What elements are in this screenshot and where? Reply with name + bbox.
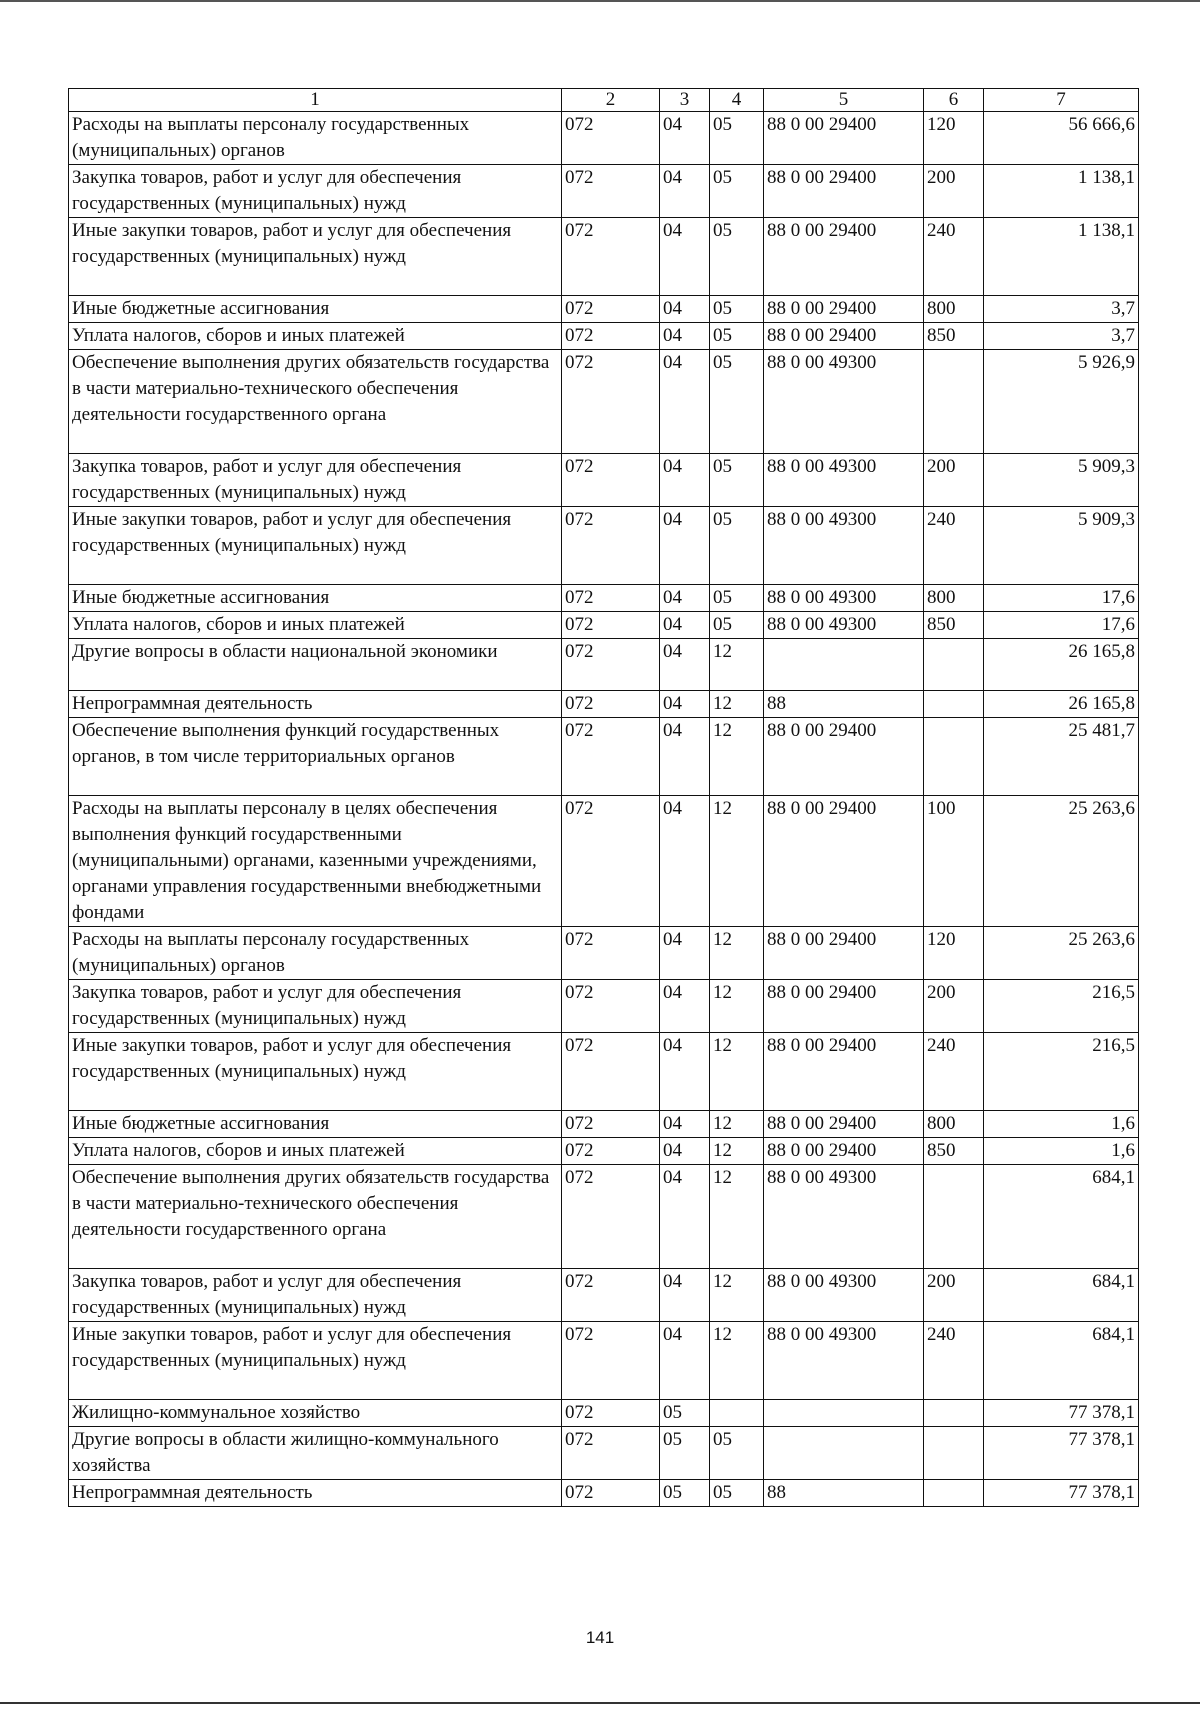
- cell-col-6: 100: [924, 796, 984, 927]
- cell-description: Обеспечение выполнения других обязательств государства в части материально-технического обеспечения деятельности государственного органа: [69, 350, 562, 454]
- cell-col-6: [924, 1165, 984, 1269]
- cell-col-5: 88 0 00 49300: [764, 1165, 924, 1269]
- table-row: [69, 323, 1139, 350]
- cell-col-4: 05: [710, 218, 764, 296]
- cell-col-3: 04: [660, 1322, 710, 1400]
- table-row: [69, 1322, 1139, 1400]
- cell-col-3: 05: [660, 1480, 710, 1507]
- cell-description: Иные закупки товаров, работ и услуг для обеспечения государственных (муниципальных) нужд: [69, 1033, 562, 1111]
- table-row: [69, 1165, 1139, 1269]
- cell-col-5: 88 0 00 29400: [764, 1138, 924, 1165]
- cell-col-5: [764, 1400, 924, 1427]
- cell-col-2: 072: [562, 454, 660, 507]
- cell-col-5: 88 0 00 49300: [764, 454, 924, 507]
- cell-col-3: 04: [660, 585, 710, 612]
- cell-col-7: 1,6: [984, 1138, 1139, 1165]
- cell-col-7: 684,1: [984, 1322, 1139, 1400]
- cell-col-7: 77 378,1: [984, 1480, 1139, 1507]
- cell-col-6: 240: [924, 507, 984, 585]
- cell-col-7: 216,5: [984, 980, 1139, 1033]
- cell-description: Непрограммная деятельность: [69, 691, 562, 718]
- cell-col-5: [764, 1427, 924, 1480]
- cell-col-5: 88 0 00 29400: [764, 323, 924, 350]
- cell-col-6: [924, 350, 984, 454]
- cell-col-7: 684,1: [984, 1165, 1139, 1269]
- cell-col-3: 04: [660, 165, 710, 218]
- cell-col-3: 04: [660, 1165, 710, 1269]
- cell-col-7: 77 378,1: [984, 1427, 1139, 1480]
- cell-col-4: 12: [710, 639, 764, 691]
- header-col-7: 7: [984, 89, 1139, 112]
- cell-col-4: 12: [710, 1269, 764, 1322]
- table-row: [69, 1269, 1139, 1322]
- cell-description: Иные закупки товаров, работ и услуг для обеспечения государственных (муниципальных) нужд: [69, 218, 562, 296]
- table-row: [69, 639, 1139, 691]
- cell-col-6: 200: [924, 165, 984, 218]
- cell-description: Уплата налогов, сборов и иных платежей: [69, 612, 562, 639]
- cell-col-6: 800: [924, 1111, 984, 1138]
- cell-col-5: 88 0 00 29400: [764, 165, 924, 218]
- cell-col-4: 05: [710, 1427, 764, 1480]
- cell-col-6: 240: [924, 1322, 984, 1400]
- table-row: [69, 165, 1139, 218]
- table-row: [69, 927, 1139, 980]
- cell-col-7: 17,6: [984, 585, 1139, 612]
- cell-description: Расходы на выплаты персоналу государственных (муниципальных) органов: [69, 927, 562, 980]
- cell-col-2: 072: [562, 218, 660, 296]
- cell-col-7: 1,6: [984, 1111, 1139, 1138]
- cell-col-5: 88 0 00 29400: [764, 112, 924, 165]
- cell-col-7: 3,7: [984, 323, 1139, 350]
- cell-col-3: 04: [660, 718, 710, 796]
- cell-col-4: 12: [710, 796, 764, 927]
- cell-col-7: 5 909,3: [984, 507, 1139, 585]
- cell-col-2: 072: [562, 112, 660, 165]
- cell-col-4: 12: [710, 691, 764, 718]
- cell-col-3: 04: [660, 796, 710, 927]
- cell-col-3: 04: [660, 1269, 710, 1322]
- cell-col-4: 05: [710, 454, 764, 507]
- cell-col-2: 072: [562, 796, 660, 927]
- cell-col-7: 25 481,7: [984, 718, 1139, 796]
- cell-col-2: 072: [562, 350, 660, 454]
- cell-col-7: 26 165,8: [984, 691, 1139, 718]
- cell-col-3: 04: [660, 218, 710, 296]
- table-row: [69, 980, 1139, 1033]
- cell-description: Закупка товаров, работ и услуг для обеспечения государственных (муниципальных) нужд: [69, 454, 562, 507]
- cell-col-7: 25 263,6: [984, 796, 1139, 927]
- cell-col-5: 88: [764, 691, 924, 718]
- cell-description: Другие вопросы в области национальной экономики: [69, 639, 562, 691]
- cell-description: Уплата налогов, сборов и иных платежей: [69, 1138, 562, 1165]
- cell-description: Иные закупки товаров, работ и услуг для обеспечения государственных (муниципальных) нужд: [69, 1322, 562, 1400]
- cell-col-3: 04: [660, 639, 710, 691]
- cell-description: Обеспечение выполнения других обязательств государства в части материально-технического обеспечения деятельности государственного органа: [69, 1165, 562, 1269]
- cell-col-4: 05: [710, 296, 764, 323]
- table-body: [69, 112, 1139, 1507]
- cell-col-7: 26 165,8: [984, 639, 1139, 691]
- table-row: [69, 1111, 1139, 1138]
- cell-col-7: 216,5: [984, 1033, 1139, 1111]
- cell-col-5: 88 0 00 49300: [764, 507, 924, 585]
- cell-col-2: 072: [562, 1111, 660, 1138]
- cell-col-5: 88 0 00 29400: [764, 1111, 924, 1138]
- cell-col-6: [924, 1480, 984, 1507]
- table-row: [69, 296, 1139, 323]
- cell-col-4: 05: [710, 1480, 764, 1507]
- cell-description: Другие вопросы в области жилищно-коммунального хозяйства: [69, 1427, 562, 1480]
- cell-col-6: 120: [924, 112, 984, 165]
- cell-col-3: 04: [660, 112, 710, 165]
- cell-col-6: 850: [924, 323, 984, 350]
- cell-col-2: 072: [562, 612, 660, 639]
- cell-col-4: [710, 1400, 764, 1427]
- cell-col-4: 12: [710, 980, 764, 1033]
- cell-col-6: [924, 639, 984, 691]
- table-row: [69, 112, 1139, 165]
- cell-description: Иные бюджетные ассигнования: [69, 296, 562, 323]
- table-row: [69, 585, 1139, 612]
- cell-col-2: 072: [562, 507, 660, 585]
- cell-col-2: 072: [562, 1165, 660, 1269]
- cell-col-7: 77 378,1: [984, 1400, 1139, 1427]
- cell-col-4: 05: [710, 350, 764, 454]
- cell-col-5: 88 0 00 49300: [764, 585, 924, 612]
- cell-col-2: 072: [562, 718, 660, 796]
- cell-col-2: 072: [562, 691, 660, 718]
- cell-col-7: 684,1: [984, 1269, 1139, 1322]
- cell-col-5: 88: [764, 1480, 924, 1507]
- table-row: [69, 691, 1139, 718]
- table-row: [69, 454, 1139, 507]
- cell-col-5: 88 0 00 49300: [764, 1322, 924, 1400]
- cell-col-2: 072: [562, 1322, 660, 1400]
- cell-col-3: 04: [660, 350, 710, 454]
- cell-col-4: 12: [710, 1322, 764, 1400]
- header-col-3: 3: [660, 89, 710, 112]
- cell-col-7: 56 666,6: [984, 112, 1139, 165]
- table-row: [69, 218, 1139, 296]
- cell-col-3: 04: [660, 323, 710, 350]
- cell-col-6: 240: [924, 218, 984, 296]
- cell-col-4: 05: [710, 165, 764, 218]
- cell-col-4: 12: [710, 1138, 764, 1165]
- table-row: [69, 507, 1139, 585]
- cell-col-2: 072: [562, 296, 660, 323]
- cell-description: Расходы на выплаты персоналу государственных (муниципальных) органов: [69, 112, 562, 165]
- cell-col-3: 04: [660, 454, 710, 507]
- cell-col-4: 05: [710, 507, 764, 585]
- cell-col-3: 04: [660, 507, 710, 585]
- table-row: [69, 796, 1139, 927]
- cell-col-4: 05: [710, 585, 764, 612]
- cell-col-6: [924, 691, 984, 718]
- cell-description: Непрограммная деятельность: [69, 1480, 562, 1507]
- cell-col-2: 072: [562, 639, 660, 691]
- cell-col-6: 850: [924, 1138, 984, 1165]
- cell-col-5: 88 0 00 29400: [764, 1033, 924, 1111]
- cell-col-6: 850: [924, 612, 984, 639]
- cell-col-2: 072: [562, 1269, 660, 1322]
- header-col-2: 2: [562, 89, 660, 112]
- table-row: [69, 1138, 1139, 1165]
- cell-description: Уплата налогов, сборов и иных платежей: [69, 323, 562, 350]
- cell-col-6: [924, 1427, 984, 1480]
- cell-col-5: 88 0 00 49300: [764, 1269, 924, 1322]
- cell-col-4: 05: [710, 323, 764, 350]
- cell-col-5: 88 0 00 29400: [764, 718, 924, 796]
- cell-description: Иные закупки товаров, работ и услуг для обеспечения государственных (муниципальных) нужд: [69, 507, 562, 585]
- cell-col-2: 072: [562, 1138, 660, 1165]
- header-col-1: 1: [69, 89, 562, 112]
- cell-col-2: 072: [562, 1033, 660, 1111]
- cell-col-5: 88 0 00 29400: [764, 796, 924, 927]
- cell-col-3: 04: [660, 691, 710, 718]
- cell-description: Жилищно-коммунальное хозяйство: [69, 1400, 562, 1427]
- cell-col-3: 05: [660, 1427, 710, 1480]
- bottom-scan-rule: [0, 1702, 1200, 1704]
- header-col-5: 5: [764, 89, 924, 112]
- table-row: [69, 1427, 1139, 1480]
- cell-col-7: 1 138,1: [984, 165, 1139, 218]
- cell-col-3: 04: [660, 612, 710, 639]
- cell-col-5: 88 0 00 49300: [764, 350, 924, 454]
- cell-col-4: 12: [710, 718, 764, 796]
- cell-description: Закупка товаров, работ и услуг для обеспечения государственных (муниципальных) нужд: [69, 980, 562, 1033]
- cell-col-6: 200: [924, 454, 984, 507]
- cell-col-3: 04: [660, 1138, 710, 1165]
- cell-col-6: [924, 718, 984, 796]
- cell-col-7: 5 909,3: [984, 454, 1139, 507]
- cell-col-2: 072: [562, 927, 660, 980]
- cell-description: Иные бюджетные ассигнования: [69, 1111, 562, 1138]
- cell-description: Обеспечение выполнения функций государственных органов, в том числе территориальных органов: [69, 718, 562, 796]
- cell-col-3: 04: [660, 927, 710, 980]
- cell-col-5: 88 0 00 49300: [764, 612, 924, 639]
- cell-col-4: 12: [710, 927, 764, 980]
- header-col-6: 6: [924, 89, 984, 112]
- page-number: 141: [585, 1628, 615, 1647]
- table-row: [69, 1400, 1139, 1427]
- cell-col-2: 072: [562, 1427, 660, 1480]
- cell-col-4: 12: [710, 1165, 764, 1269]
- cell-description: Расходы на выплаты персоналу в целях обеспечения выполнения функций государственными (муниципальными) органами, казенными учреждениями, органами управления государственными внебюджетными фондами: [69, 796, 562, 927]
- header-col-4: 4: [710, 89, 764, 112]
- table-row: [69, 718, 1139, 796]
- cell-col-5: 88 0 00 29400: [764, 218, 924, 296]
- top-scan-rule: [0, 0, 1200, 2]
- cell-col-7: 1 138,1: [984, 218, 1139, 296]
- cell-col-3: 04: [660, 980, 710, 1033]
- cell-col-3: 04: [660, 1111, 710, 1138]
- cell-col-7: 5 926,9: [984, 350, 1139, 454]
- cell-col-6: 200: [924, 980, 984, 1033]
- cell-col-7: 3,7: [984, 296, 1139, 323]
- cell-col-5: 88 0 00 29400: [764, 980, 924, 1033]
- cell-col-2: 072: [562, 1400, 660, 1427]
- header-row: [69, 89, 1139, 112]
- cell-col-2: 072: [562, 980, 660, 1033]
- cell-description: Закупка товаров, работ и услуг для обеспечения государственных (муниципальных) нужд: [69, 1269, 562, 1322]
- cell-col-4: 12: [710, 1033, 764, 1111]
- cell-col-6: 200: [924, 1269, 984, 1322]
- cell-col-5: 88 0 00 29400: [764, 296, 924, 323]
- table-row: [69, 1033, 1139, 1111]
- cell-col-4: 05: [710, 612, 764, 639]
- cell-col-2: 072: [562, 1480, 660, 1507]
- cell-col-4: 05: [710, 112, 764, 165]
- cell-description: Закупка товаров, работ и услуг для обеспечения государственных (муниципальных) нужд: [69, 165, 562, 218]
- table-row: [69, 612, 1139, 639]
- cell-col-6: 800: [924, 585, 984, 612]
- cell-col-3: 05: [660, 1400, 710, 1427]
- cell-col-2: 072: [562, 323, 660, 350]
- cell-col-4: 12: [710, 1111, 764, 1138]
- cell-col-2: 072: [562, 165, 660, 218]
- cell-col-5: 88 0 00 29400: [764, 927, 924, 980]
- cell-description: Иные бюджетные ассигнования: [69, 585, 562, 612]
- table-row: [69, 350, 1139, 454]
- cell-col-7: 17,6: [984, 612, 1139, 639]
- cell-col-6: 120: [924, 927, 984, 980]
- cell-col-6: [924, 1400, 984, 1427]
- cell-col-3: 04: [660, 1033, 710, 1111]
- cell-col-6: 800: [924, 296, 984, 323]
- cell-col-5: [764, 639, 924, 691]
- cell-col-3: 04: [660, 296, 710, 323]
- budget-table: [68, 88, 1139, 1507]
- cell-col-7: 25 263,6: [984, 927, 1139, 980]
- cell-col-2: 072: [562, 585, 660, 612]
- cell-col-6: 240: [924, 1033, 984, 1111]
- table-row: [69, 1480, 1139, 1507]
